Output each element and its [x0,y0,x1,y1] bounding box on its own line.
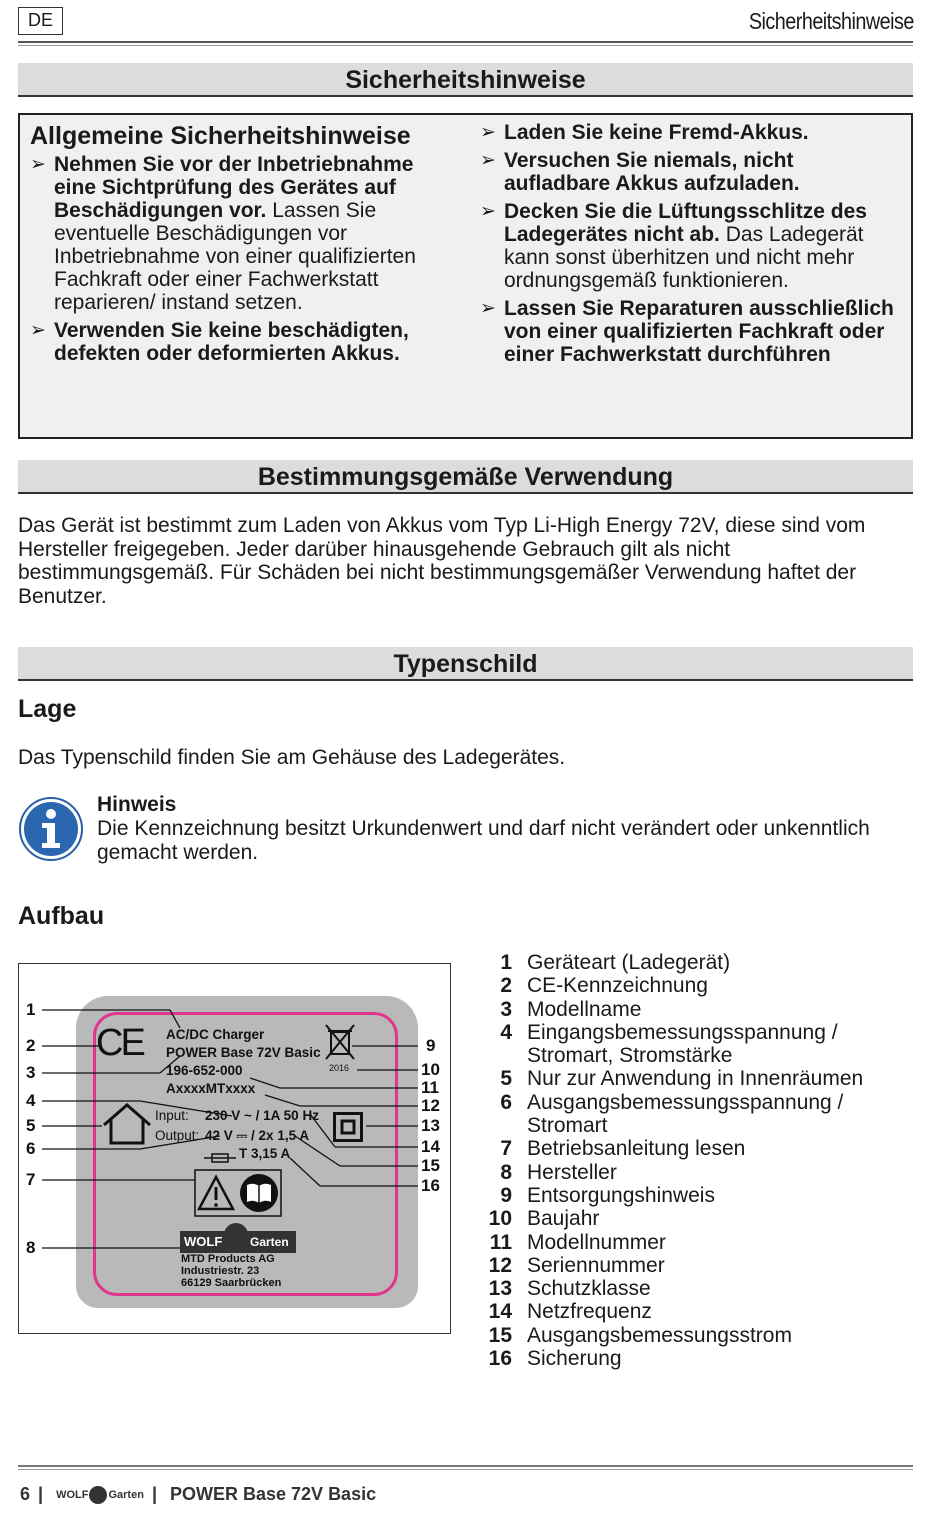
arrow-bullet-icon: ➢ [30,320,46,341]
wolf-head-icon [224,1223,248,1247]
note-text: Die Kennzeichnung besitzt Urkundenwert und darf nicht verändert oder unkenntlich gemacht werden. [97,817,870,864]
legend-number: 5 [500,1067,512,1091]
callout-14: 14 [421,1137,440,1156]
indoor-use-icon [101,1103,153,1150]
page-number: 6 [20,1484,31,1504]
legend-item [484,1161,924,1184]
right-item [480,297,900,366]
legend-item [484,1231,924,1254]
legend-text: Betriebsanleitung lesen [527,1137,746,1161]
protection-class-icon [333,1112,363,1147]
brand-left: WOLF [184,1234,223,1249]
section-title-safety: Sicherheitshinweise [18,63,913,97]
legend-text: Modellnummer [527,1230,666,1254]
usage-paragraph: Das Gerät ist bestimmt zum Laden von Akkus vom Typ Li-High Energy 72V, diese sind vom Hersteller freigegeben. Jeder darüber hinausgehende Gebrauch gilt als nicht bestimmungsgemäß. Für Schäden bei nicht bestimmungsgemäßer Verwendung haftet der Benutzer. [18,514,866,608]
legend-text: Entsorgungshinweis [527,1183,715,1207]
callout-9: 9 [426,1036,436,1055]
safety-right-column [480,121,900,371]
legend-text: Sicherung [527,1347,622,1371]
plate-output-label: Output: [155,1128,200,1143]
bullet-bold-text: Decken Sie die Lüftungsschlitze des Ladegerätes nicht ab. [504,200,867,246]
legend-item [484,951,924,974]
left-item [30,319,460,365]
legend-item [484,1184,924,1207]
legend-text: Nur zur Anwendung in Innenräumen [527,1067,864,1091]
legend-text: Baujahr [527,1207,600,1231]
wolf-head-icon [89,1486,107,1504]
legend-text: Geräteart (Ladegerät) [527,951,731,974]
note-title: Hinweis [97,793,177,816]
bullet-bold-text: Verwenden Sie keine beschädigten, defekten oder deformierten Akkus. [54,319,409,365]
legend-number: 14 [488,1300,512,1324]
legend-item [484,1324,924,1347]
footer: 6 | WOLF Garten | POWER Base 72V Basic [20,1484,377,1504]
arrow-bullet-icon: ➢ [480,122,496,143]
legend-number: 13 [488,1277,512,1301]
footer-rule [18,1465,913,1467]
callout-13: 13 [421,1116,440,1135]
language-badge: DE [18,7,63,35]
legend-text: Netzfrequenz [527,1300,652,1324]
callout-16: 16 [421,1176,440,1195]
safety-left-column [30,121,460,370]
plate-part-number: 196-652-000 [166,1063,243,1078]
legend-text: Seriennummer [527,1253,665,1277]
header-rule-thin [18,45,913,46]
right-item [480,149,900,195]
plate-serial: AxxxxMTxxxx [166,1081,256,1096]
plate-type: AC/DC Charger [166,1027,265,1042]
legend-number: 3 [500,997,512,1021]
safety-box [18,113,913,439]
brand-right: Garten [250,1235,289,1249]
plate-output-value: 42 V ⎓ / 2x 1,5 A [205,1128,310,1143]
plate-model: POWER Base 72V Basic [166,1045,321,1060]
legend-item [484,1300,924,1323]
legend-number: 10 [488,1207,512,1231]
header-rule [18,41,913,43]
brand-logo [180,1231,296,1253]
bullet-bold-text: Laden Sie keine Fremd-Akkus. [504,121,809,144]
arrow-bullet-icon: ➢ [480,201,496,222]
arrow-bullet-icon: ➢ [480,150,496,171]
legend-text: CE-Kennzeichnung [527,974,708,998]
callout-12: 12 [421,1096,440,1115]
legend-item [484,1347,924,1370]
ce-mark: CE [96,1022,143,1064]
legend-text: Schutzklasse [527,1277,651,1301]
right-item [480,121,900,144]
callout-6: 6 [26,1139,36,1158]
legend-item [484,998,924,1021]
maker-name: MTD Products AG [181,1253,275,1265]
right-item [480,200,900,292]
legend-text: Modellname [527,997,642,1021]
plate-input-value: 230 V ~ / 1A 50 Hz [205,1108,319,1123]
safety-right-list [480,121,900,366]
footer-product: POWER Base 72V Basic [170,1484,377,1504]
callout-2: 2 [26,1036,36,1055]
left-item [30,153,460,314]
safety-left-list [30,153,460,365]
legend-item [484,1067,924,1090]
location-heading: Lage [18,695,77,723]
legend-list [484,951,924,1370]
plate-fuse: T 3,15 A [239,1146,291,1161]
legend-item [484,974,924,997]
callout-5: 5 [26,1116,36,1135]
legend-number: 16 [488,1347,512,1371]
maker-city: 66129 Saarbrücken [181,1277,282,1289]
footer-logo-left: WOLF [56,1489,89,1502]
callout-10: 10 [421,1060,440,1079]
legend-text: Eingangsbemessungsspannung / Stromart, Stromstärke [527,1020,838,1068]
legend-number: 8 [500,1160,512,1184]
arrow-bullet-icon: ➢ [30,154,46,175]
legend-text: Hersteller [527,1160,617,1184]
callout-1: 1 [26,1000,36,1019]
footer-logo [56,1486,144,1504]
legend-item [484,1254,924,1277]
bullet-normal-text: Das Ladegerät kann sonst überhitzen und nicht mehr ordnungsgemäß funktionieren. [504,223,864,292]
legend-number: 12 [488,1253,512,1277]
legend-text: Ausgangsbemessungsspannung / Stromart [527,1090,844,1138]
legend-item [484,1277,924,1300]
legend-item [484,1207,924,1230]
safety-heading: Allgemeine Sicherheitshinweise [30,122,411,150]
legend-number: 2 [500,974,512,998]
legend-number: 7 [500,1137,512,1161]
bullet-bold-text: Versuchen Sie niemals, nicht aufladbare Akkus aufzuladen. [504,149,800,195]
legend-item [484,1137,924,1160]
maker-street: Industriestr. 23 [181,1265,260,1277]
legend-item [484,1021,924,1068]
callout-15: 15 [421,1156,440,1175]
callout-11: 11 [421,1078,439,1097]
arrow-bullet-icon: ➢ [480,298,496,319]
legend-number: 4 [500,1020,512,1044]
footer-logo-right: Garten [108,1489,144,1502]
bullet-normal-text: Lassen Sie eventuelle Beschädigungen vor Inbetriebnahme von einer qualifizierten Fachkraft oder einer Fachwerkstatt reparieren/ instand setzen. [54,199,416,314]
legend-text: Ausgangsbemessungsstrom [527,1323,792,1347]
running-head: Sicherheitshinweise [748,8,914,34]
fuse-icon [204,1150,236,1168]
location-text: Das Typenschild finden Sie am Gehäuse des Ladegerätes. [18,746,566,769]
section-title-plate: Typenschild [18,647,913,681]
legend-number: 11 [489,1230,512,1254]
legend-item [484,1091,924,1138]
legend-number: 1 [500,951,512,974]
legend-number: 9 [500,1183,512,1207]
footer-rule-thin [18,1469,913,1470]
weee-bin-icon [322,1022,358,1067]
callout-4: 4 [26,1091,36,1110]
callout-8: 8 [26,1238,36,1257]
structure-heading: Aufbau [18,902,105,930]
callout-7: 7 [26,1170,36,1189]
legend-number: 6 [500,1090,512,1114]
callout-3: 3 [26,1063,36,1082]
plate-input-label: Input: [155,1108,189,1123]
legend-number: 15 [488,1323,512,1347]
warning-manual-icons [194,1169,282,1222]
plate-year: 2016 [329,1063,350,1073]
bullet-bold-text: Lassen Sie Reparaturen ausschließlich von einer qualifizierten Fachkraft oder einer Fachwerkstatt durchführen [504,297,894,366]
bullet-bold-text: Nehmen Sie vor der Inbetriebnahme eine Sichtprüfung des Gerätes auf Beschädigungen vor. [54,153,414,222]
section-title-usage: Bestimmungsgemäße Verwendung [18,460,913,494]
info-icon [18,796,84,862]
